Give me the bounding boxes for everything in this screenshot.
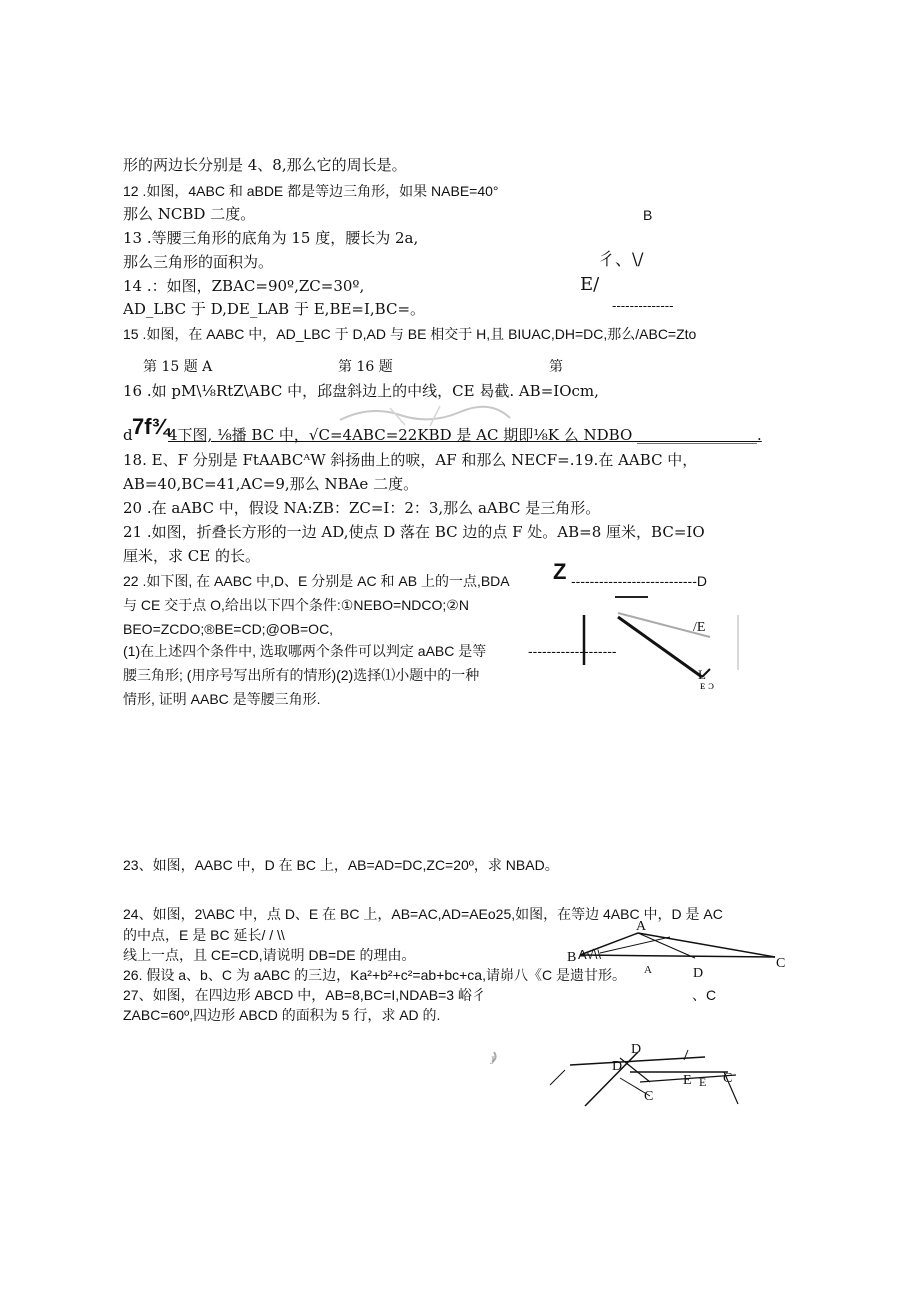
figure-27-label-e1: E: [683, 1073, 692, 1088]
figure-27-label-d1: D: [631, 1042, 642, 1057]
figure-24-label-d: D: [693, 966, 704, 980]
figure-27: [480, 1030, 760, 1110]
question-13: 13 .等腰三角形的底角为 15 度，腰长为 2a,: [123, 229, 419, 247]
figure-27-label-d2: D: [612, 1059, 623, 1074]
figure-24-label-a: A: [636, 919, 647, 934]
caption-figure-17: 第: [549, 359, 563, 375]
question-19-cont: AB=40,BC=41,AC=9,那么 NBAe 二度。: [123, 475, 419, 493]
question-22-part1-cont: 腰三角形; (用序号写出所有的情形)(2)选择⑴小题中的一种: [123, 667, 480, 683]
line-perimeter: 形的两边长分别是 4、8,那么它的周长是。: [123, 156, 407, 174]
figure-22-label-e: /E: [693, 620, 706, 635]
question-23: 23、如图，AABC 中，D 在 BC 上，AB=AD=DC,ZC=20º，求 NBAD。: [123, 857, 559, 873]
question-22-conditions-cont: BEO=ZCDO;®BE=CD;@OB=OC,: [123, 621, 334, 637]
question-18: 18. E、F 分别是 FtAABCᴬW 斜扬曲上的唳，AF 和那么 NECF=.19.在 AABC 中，: [123, 451, 698, 469]
question-17-prefix: d: [123, 426, 133, 444]
figure-mark-slashes: 彳、\/: [598, 250, 644, 270]
question-22: 22 .如下图, 在 AABC 中,D、E 分别是 AC 和 AB 上的一点,BDA: [123, 573, 510, 589]
figure-24-mark: A√\\: [578, 947, 602, 962]
question-27-mark-c: 、C: [692, 987, 717, 1003]
question-13-cont: 那么三角形的面积为。: [123, 253, 274, 271]
question-25-cont-2: 线上一点，且 CE=CD,请说明 DB=DE 的理由。: [123, 947, 416, 963]
question-22-part2: 情形, 证明 AABC 是等腰三角形.: [123, 691, 321, 707]
question-16: 16 .如 pM\⅛RtZ\ABC 中，邱盘斜边上的中线，CE 曷截. AB=IOcm,: [123, 382, 599, 400]
figure-27-label-j: J: [490, 1053, 495, 1067]
question-20: 20 .在 aABC 中，假设 NA:ZB：ZC=I：2：3,那么 aABC 是三角形。: [123, 499, 601, 517]
question-21-cont: 厘米，求 CE 的长。: [123, 547, 260, 565]
question-22-conditions: 与 CE 交于点 O,给出以下四个条件:①NEBO=NDCO;②N: [123, 597, 469, 613]
question-24: 24、如图，2\ABC 中，点 D、E 在 BC 上，AB=AC,AD=AEo25,如图，在等边 4ABC 中，D 是 AC: [123, 906, 723, 922]
question-26: 26. 假设 a、b、C 为 aABC 的三边，Ka²+b²+c²=ab+bc+ca,请峁八《C 是遗甘形。: [123, 967, 626, 983]
question-15: 15 .如图，在 AABC 中，AD_LBC 于 D,AD 与 BE 相交于 H,且 BIUAC,DH=DC,那么/ABC=Zto: [123, 326, 697, 342]
figure-24-label-b: B: [567, 950, 577, 965]
question-12: 12 .如图，4ABC 和 aBDE 都是等边三角形，如果 NABE=40°: [123, 183, 499, 199]
figure-27-label-e2: E: [699, 1075, 707, 1089]
figure-22: [570, 585, 745, 690]
question-22-dashes: ---------------------------D: [571, 573, 707, 589]
figure-24-label-a2: A: [644, 964, 652, 976]
question-27: 27、如图，在四边形 ABCD 中，AB=8,BC=I,NDAB=3 峪彳: [123, 987, 486, 1003]
question-22-big-z: Z: [553, 559, 567, 584]
figure-24-label-c: C: [776, 956, 786, 971]
question-14: 14 .：如图，ZBAC=90º,ZC=30º,: [123, 277, 365, 295]
figure-22-label-l: L: [698, 667, 706, 682]
question-22-part1: (1)在上述四个条件中, 选取哪两个条件可以判定 aABC 是等: [123, 643, 487, 659]
question-25-cont: 的中点，E 是 BC 延长/ / \\: [123, 927, 285, 943]
question-14-cont: AD_LBC 于 D,DE_LAB 于 E,BE=I,BC=。: [123, 300, 426, 318]
caption-figure-16: 第 16 题: [338, 359, 393, 375]
figure-mark-b: B: [643, 207, 653, 223]
figure-27-label-c2: C: [644, 1089, 654, 1104]
question-27-cont: ZABC=60º,四边形 ABCD 的面积为 5 行，求 AD 的.: [123, 1007, 441, 1023]
caption-figure-15: 第 15 题 A: [143, 359, 213, 375]
figure-27-label-c1: C: [723, 1071, 733, 1086]
question-17-garbled: 7f¾: [132, 414, 170, 439]
question-21: 21 .如图，折叠长方形的一边 AD,使点 D 落在 BC 边的点 F 处。AB=8 厘米，BC=IO: [123, 523, 705, 541]
question-12-cont: 那么 NCBD 二度。: [123, 205, 256, 223]
question-17: 4下图, ⅛播 BC 中，√C=4ABC=22KBD 是 AC 期即⅛K 么 NDBO ________________.: [168, 426, 762, 444]
figure-mark-e: E/: [580, 274, 600, 295]
question-22-dashes-2: -------------------: [528, 643, 617, 659]
figure-mark-dashes: --------------: [612, 299, 674, 314]
figure-22-label-bottom: ᴇ ᴐ: [700, 678, 715, 690]
